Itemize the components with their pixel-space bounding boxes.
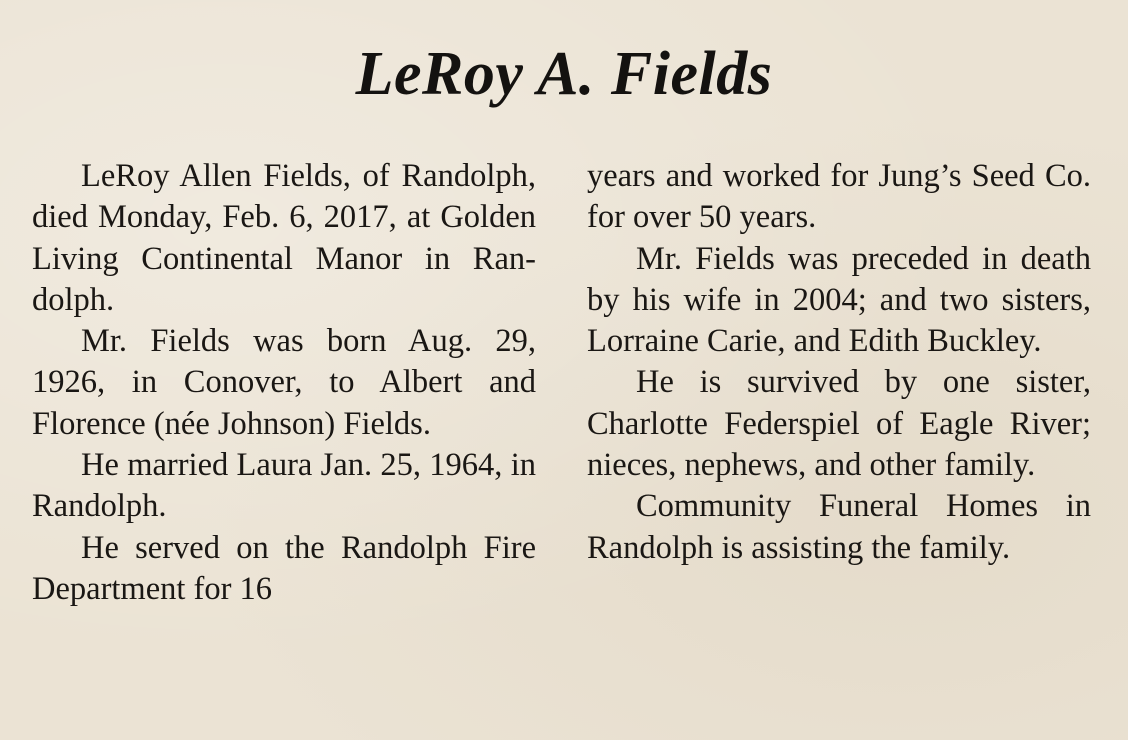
paragraph-death-notice: LeRoy Allen Fields, of Randolph, died Monday, Feb. 6, 2017, at Golden Living Continental Manor in Randolph. — [32, 158, 536, 318]
paragraph-marriage: He married Laura Jan. 25, 1964, in Randolph. — [32, 447, 536, 525]
paragraph-birth: Mr. Fields was born Aug. 29, 1926, in Conover, to Albert and Florence (née Johnson) Fields. — [32, 323, 536, 442]
paragraph-preceded-in-death: Mr. Fields was preceded in death by his wife in 2004; and two sisters, Lorraine Carie, and Edith Buckley. — [587, 240, 1091, 360]
obituary-title: LeRoy A. Fields — [355, 40, 773, 108]
paragraph-survivors: He is survived by one sister, Charlotte Federspiel of Eagle River; nieces, nephews, and other family. — [587, 364, 1091, 484]
paragraph-career-continued: years and worked for Jung’s Seed Co. for over 50 years. — [587, 158, 1091, 236]
right-column — [587, 156, 1091, 569]
paragraph-funeral-home: Community Funeral Homes in Randolph is assisting the family. — [587, 488, 1091, 566]
paragraph-career-start: He served on the Randolph Fire Department for 16 — [32, 529, 536, 607]
left-column — [32, 156, 536, 610]
